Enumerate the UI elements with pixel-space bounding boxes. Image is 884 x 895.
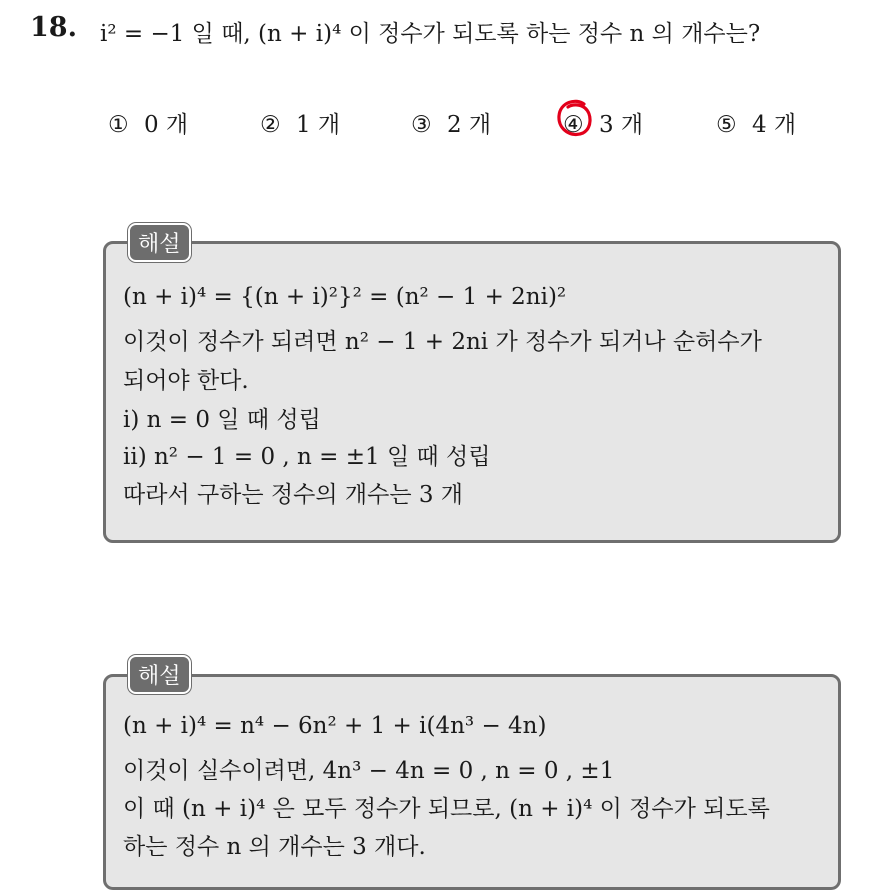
choice-1-label: 0 개 [143,112,189,138]
solution1-line-2: 이것이 정수가 되려면 n² − 1 + 2ni 가 정수가 되거나 순허수가 [123,329,762,355]
solution-tag-1: 해설 [128,223,191,262]
choice-1[interactable] [108,106,188,139]
solution1-line-3: 되어야 한다. [123,368,249,394]
question-text: i² = −1 일 때, (n + i)⁴ 이 정수가 되도록 하는 정수 n 의 개수는? [100,21,761,47]
question-number: 18. [30,12,77,43]
choice-1-mark: ① [108,112,129,138]
solution2-line-4: 하는 정수 n 의 개수는 3 개다. [123,834,426,860]
choice-4-mark: ④ [563,112,584,138]
choice-5[interactable] [716,106,796,139]
solution1-line-6: 따라서 구하는 정수의 개수는 3 개 [123,482,464,508]
choice-3-label: 2 개 [446,112,492,138]
choice-2[interactable] [260,106,340,139]
choice-5-label: 4 개 [751,112,797,138]
choice-4-label: 3 개 [598,112,644,138]
solution-tag-2: 해설 [128,655,191,694]
solution1-line-1: (n + i)⁴ = {(n + i)²}² = (n² − 1 + 2ni)² [123,284,567,310]
solution2-line-2: 이것이 실수이려면, 4n³ − 4n = 0 , n = 0 , ±1 [123,758,615,784]
solution1-line-5: ii) n² − 1 = 0 , n = ±1 일 때 성립 [123,444,491,470]
choice-2-label: 1 개 [295,112,341,138]
solution1-line-4: i) n = 0 일 때 성립 [123,407,321,433]
solution2-line-3: 이 때 (n + i)⁴ 은 모두 정수가 되므로, (n + i)⁴ 이 정수가 되도록 [123,796,770,822]
choice-5-mark: ⑤ [716,112,737,138]
choice-3[interactable] [411,106,491,139]
selected-answer-circle-icon [554,98,596,140]
choice-2-mark: ② [260,112,281,138]
solution2-line-1: (n + i)⁴ = n⁴ − 6n² + 1 + i(4n³ − 4n) [123,713,547,739]
choice-3-mark: ③ [411,112,432,138]
